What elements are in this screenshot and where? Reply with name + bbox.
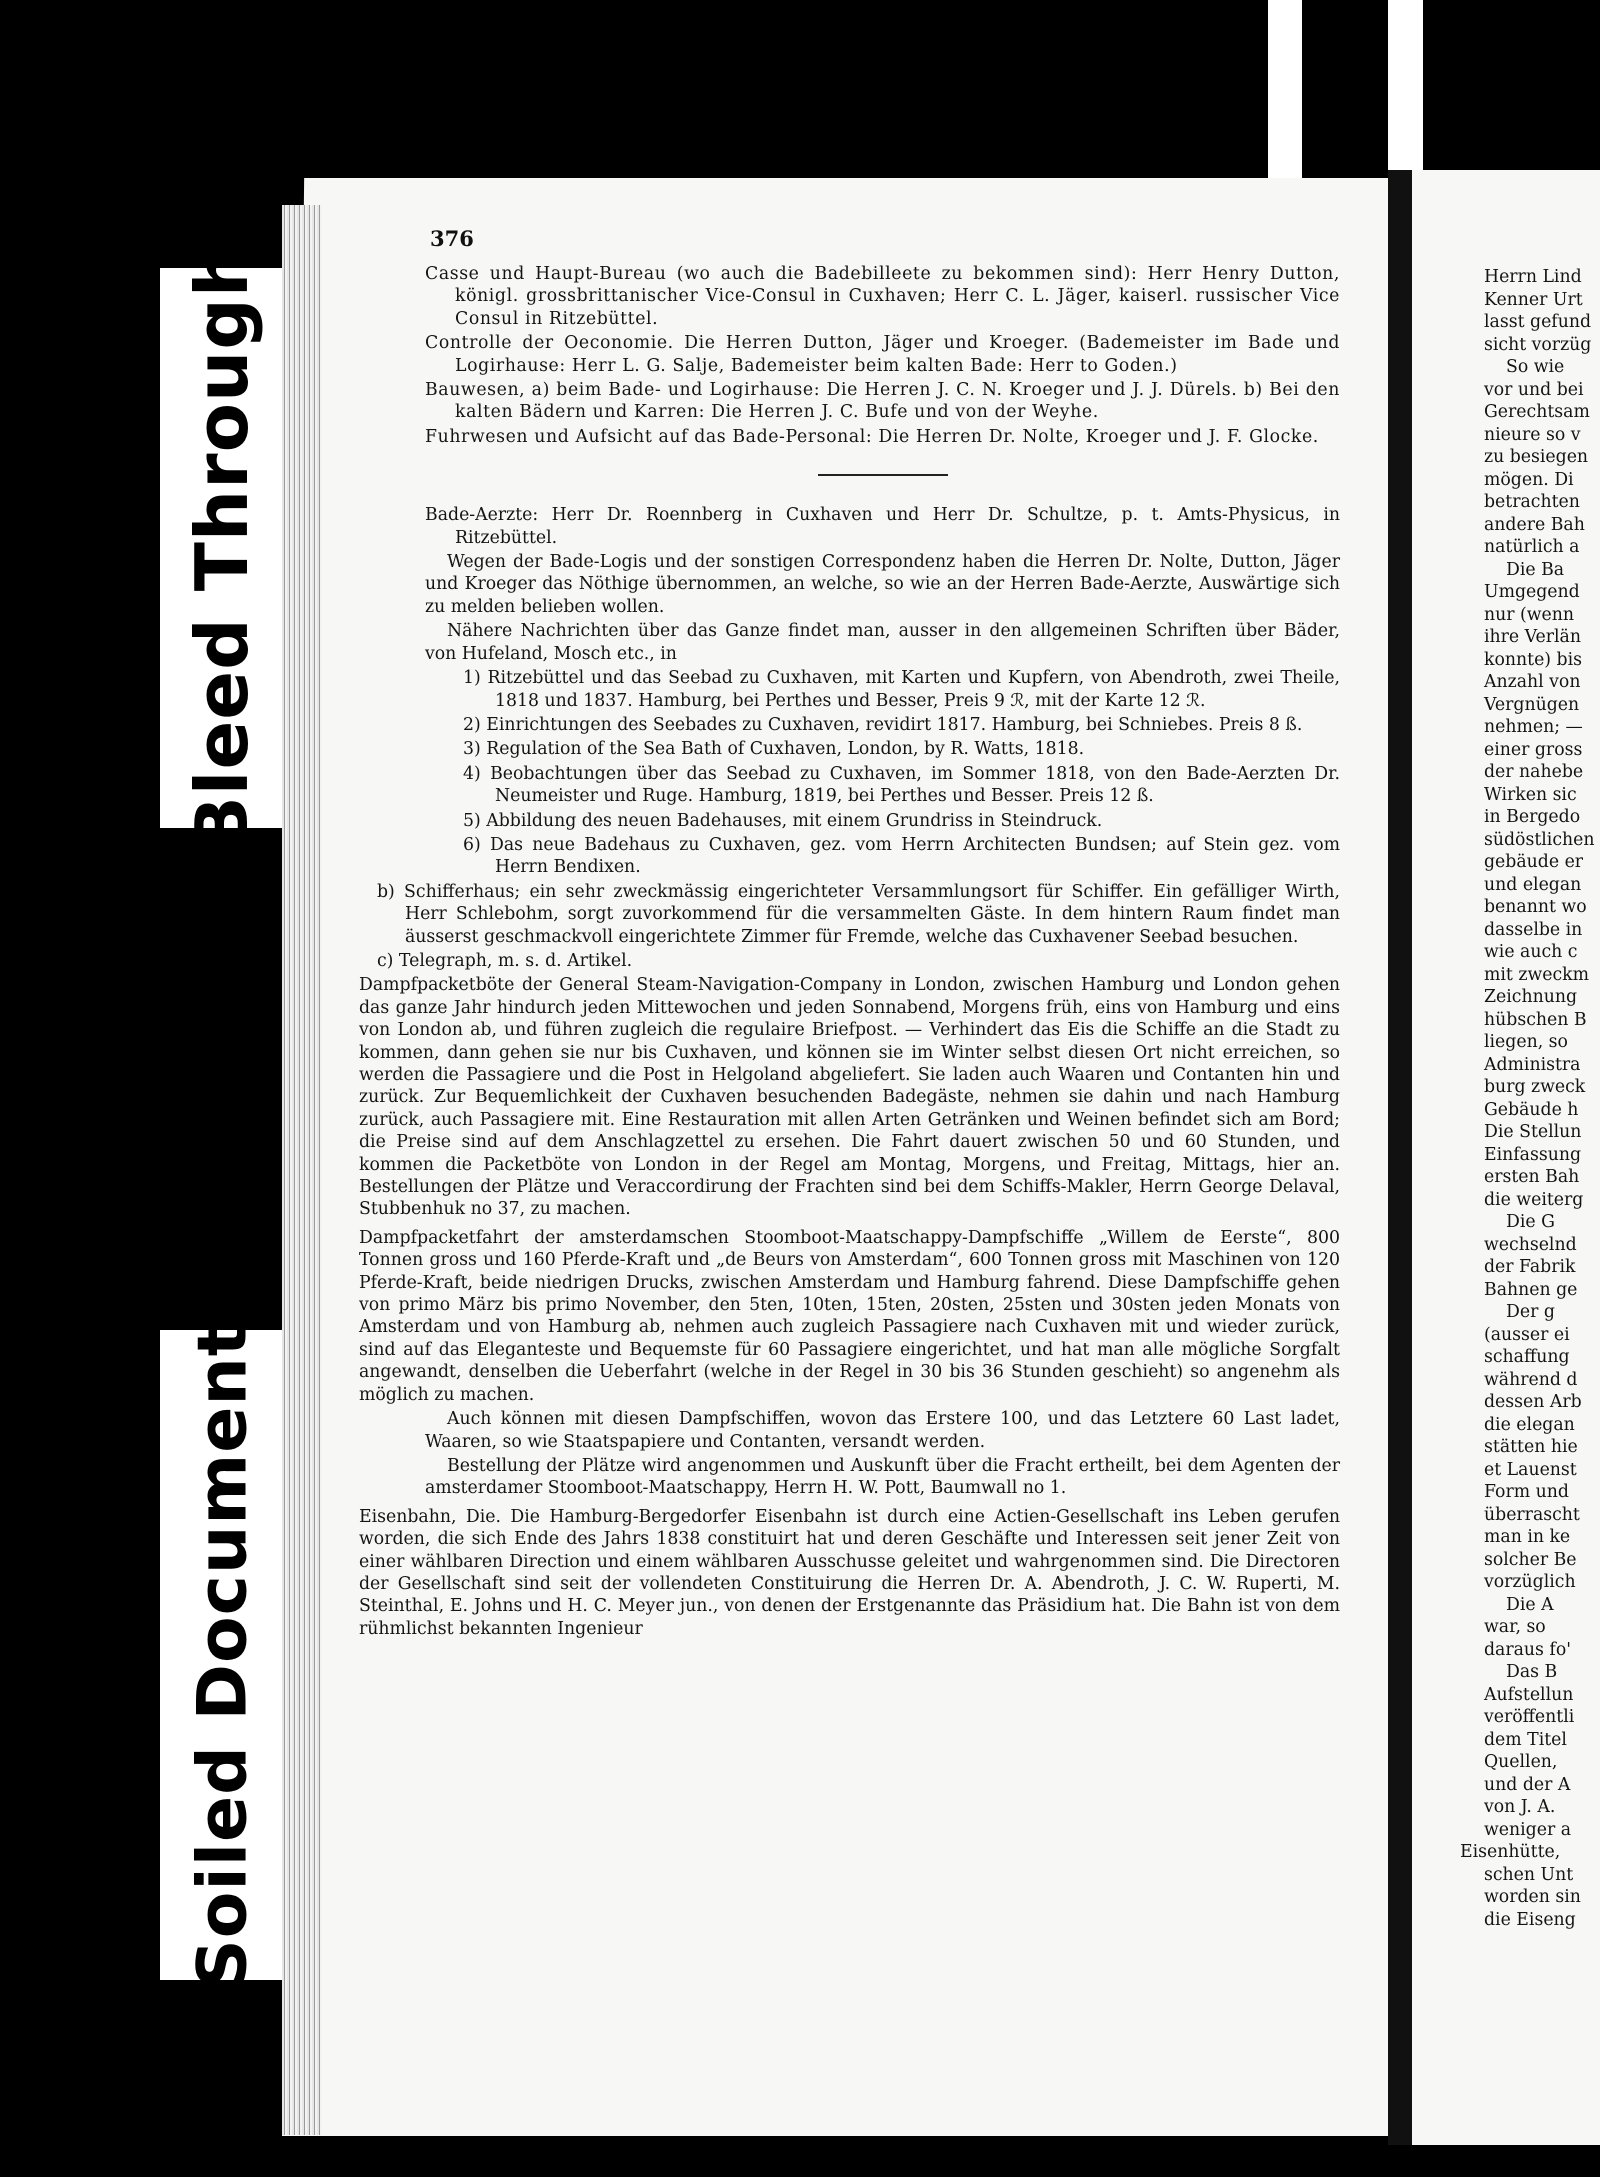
right-line: Quellen, [1484, 1752, 1558, 1772]
right-line: weniger a [1484, 1819, 1572, 1840]
right-line: Aufstellun [1484, 1684, 1574, 1705]
right-line: von J. A. [1484, 1797, 1556, 1817]
right-line: schaffung [1484, 1347, 1570, 1367]
right-line: stätten hie [1484, 1437, 1578, 1457]
right-line: konnte) bis [1484, 649, 1583, 670]
soiled-document-text: Soiled Document [183, 1322, 262, 1988]
right-line: dessen Arb [1484, 1392, 1582, 1412]
right-page-text [1460, 266, 1600, 1931]
right-line: andere Bah [1484, 514, 1585, 535]
paragraph-fuhrwesen: Fuhrwesen und Aufsicht auf das Bade-Personal: Die Herren Dr. Nolte, Kroeger und J. F. Glocke. [425, 426, 1319, 447]
right-line: Gebäude h [1484, 1099, 1579, 1120]
right-line: war, so [1484, 1617, 1546, 1637]
right-line: der nahebe [1484, 762, 1584, 782]
paragraph-nachrichten: Nähere Nachrichten über das Ganze findet man, ausser in den allgemeinen Schriften über Bäder, von Hufeland, Mosch etc., in [425, 621, 1340, 664]
paragraph-dampf-ladung: Auch können mit diesen Dampfschiffen, wovon das Erstere 100, und das Letztere 60 Last ladet, Waaren, so wie Staatspapiere und Contanten, versandt werden. [425, 1409, 1340, 1452]
source-item-6: 6) Das neue Badehaus zu Cuxhaven, gez. vom Herrn Architecten Bundsen; auf Stein gez. vom Herrn Bendixen. [463, 834, 1340, 878]
right-line: einer gross [1484, 739, 1583, 760]
right-line: burg zweck [1484, 1077, 1586, 1097]
bleed-through-text: Bleed Through [180, 244, 265, 852]
entry-dampfpacketfahrt: Dampfpacketfahrt der amsterdamschen Stoomboot-Maatschappy-Dampfschiffe „Willem de Eerste“, 800 Tonnen gross und 160 Pferde-Kraft und „de Beurs von Amsterdam“, 600 Tonnen gross mit Maschinen von 120 Pferde-Kraft, beide niedrigen Drucks, zwischen Amsterdam und Hamburg fahrend. Diese Dampfschiffe gehen von primo März bis primo November, den 5ten, 10ten, 15ten, 20sten, 25sten und 30sten jeden Monats von Amsterdam und von Hamburg ab, nehmen auch zugleich Passagiere nach Cuxhaven mit und wieder zurück, sind auf das Eleganteste und Bequemste für 60 Passagiere eingerichtet, und hat man alle mögliche Sorgfalt angewandt, denselben die Ueberfahrt (welche in der Regel in 30 bis 36 Stunden geschieht) so angenehm als möglich zu machen. [359, 1227, 1340, 1405]
right-line: liegen, so [1484, 1032, 1568, 1052]
right-line: ihre Verlän [1484, 627, 1581, 647]
right-line: dasselbe in [1484, 919, 1583, 940]
right-line: überrascht [1484, 1504, 1580, 1525]
right-line: gebäude er [1484, 852, 1584, 872]
right-line: (ausser ei [1484, 1324, 1570, 1345]
right-line: man in ke [1484, 1527, 1571, 1547]
paragraph-bauwesen: Bauwesen, a) beim Bade- und Logirhause: Die Herren J. C. N. Kroeger und J. J. Dürels. b) Bei den kalten Bädern und Karren: Die Herren J. C. Bufe und von der Weyhe. [425, 380, 1340, 423]
right-line: Administra [1484, 1054, 1581, 1075]
right-line: Einfassung [1484, 1144, 1582, 1165]
right-line: Gerechtsam [1484, 402, 1590, 422]
right-line: nehmen; — [1484, 717, 1583, 737]
right-line: veröffentli [1484, 1707, 1575, 1727]
page-edge-stack [282, 205, 322, 2135]
right-line: der Fabrik [1484, 1257, 1576, 1277]
source-item-2: 2) Einrichtungen des Seebades zu Cuxhaven, revidirt 1817. Hamburg, bei Schniebes. Preis 8 ß. [463, 714, 1303, 735]
right-line: die elegan [1484, 1414, 1575, 1435]
right-line: die Eiseng [1484, 1909, 1576, 1930]
paragraph-bade-aerzte: Bade-Aerzte: Herr Dr. Roennberg in Cuxhaven und Herr Dr. Schultze, p. t. Amts-Physicus, in Ritzebüttel. [425, 505, 1340, 548]
right-line: südöstlichen [1484, 829, 1595, 850]
right-line: sicht vorzüg [1484, 334, 1592, 355]
right-line: Die Stellun [1484, 1122, 1582, 1142]
right-line: worden sin [1484, 1887, 1581, 1907]
right-line: Zeichnung [1484, 987, 1578, 1007]
right-line: Anzahl von [1484, 672, 1581, 692]
right-line: und der A [1484, 1774, 1571, 1795]
right-line: natürlich a [1484, 537, 1580, 557]
right-line: Wirken sic [1484, 784, 1577, 805]
section-divider [818, 474, 948, 476]
entry-eisenbahn: Eisenbahn, Die. Die Hamburg-Bergedorfer Eisenbahn ist durch eine Actien-Gesellschaft ins Leben gerufen worden, die sich Ende des Jahrs 1838 constituirt hat und deren Geschäfte und Interessen seit jener Zeit von einer wählbaren Direction und einem wählbaren Ausschusse geleitet und wahrgenommen sind. Die Directoren der Gesellschaft sind seit der vollendeten Constituirung die Herren Dr. A. Abendroth, J. C. W. Ruperti, M. Steinthal, E. Johns und H. C. Meyer jun., von denen der Erstgenannte das Präsidium hat. Die Bahn ist von dem rühmlichst bekannten Ingenieur [359, 1506, 1340, 1639]
right-line: während d [1484, 1369, 1578, 1390]
right-line: wie auch c [1484, 942, 1578, 962]
right-line: solcher Be [1484, 1549, 1577, 1570]
right-line: nur (wenn [1484, 604, 1575, 625]
page-number: 376 [430, 226, 474, 251]
right-line: wechselnd [1484, 1234, 1577, 1255]
bleed-through-label [160, 244, 285, 852]
right-line: Die Ba [1506, 559, 1565, 580]
source-item-3: 3) Regulation of the Sea Bath of Cuxhaven, London, by R. Watts, 1818. [463, 739, 1085, 760]
right-line: daraus fo' [1484, 1639, 1571, 1660]
right-line: betrachten [1484, 492, 1580, 512]
right-line: Herrn Lind [1484, 267, 1582, 287]
paragraph-controlle: Controlle der Oeconomie. Die Herren Dutton, Jäger und Kroeger. (Bademeister im Bade und Logirhause: Herr L. G. Salje, Bademeister beim kalten Bade: Herr to Goden.) [425, 333, 1340, 376]
paragraph-bade-logis: Wegen der Bade-Logis und der sonstigen Correspondenz haben die Herren Dr. Nolte, Dutton, Jäger und Kroeger das Nöthige übernommen, an welche, so wie an der Herren Bade-Aerzte, Auswärtige sich zu melden belieben wollen. [425, 552, 1340, 617]
right-line: mögen. Di [1484, 469, 1574, 490]
right-line: und elegan [1484, 874, 1582, 895]
right-line: die weiterg [1484, 1189, 1584, 1210]
soiled-document-label [160, 1322, 285, 1988]
right-line: mit zweckm [1484, 964, 1590, 985]
source-item-1: 1) Ritzebüttel und das Seebad zu Cuxhaven, mit Karten und Kupfern, von Abendroth, zwei Theile, 1818 und 1837. Hamburg, bei Perthes und Besser, Preis 9 ℛ, mit der Karte 12 ℛ. [463, 668, 1340, 711]
entry-telegraph: c) Telegraph, m. s. d. Artikel. [377, 950, 633, 971]
paragraph-casse: Casse und Haupt-Bureau (wo auch die Badebilleete zu bekommen sind): Herr Henry Dutton, königl. grossbrittanischer Vice-Consul in Cuxhaven; Herr C. L. Jäger, kaiserl. russischer Vice Consul in Ritzebüttel. [425, 264, 1340, 329]
right-line: lasst gefund [1484, 312, 1592, 332]
right-line: Umgegend [1484, 582, 1580, 602]
source-item-4: 4) Beobachtungen über das Seebad zu Cuxhaven, im Sommer 1818, von den Bade-Aerzten Dr. Neumeister und Ruge. Hamburg, 1819, bei Perthes und Besser. Preis 12 ß. [463, 763, 1340, 807]
right-line: in Bergedo [1484, 807, 1581, 827]
right-line: et Lauenst [1484, 1459, 1577, 1480]
right-line: Form und [1484, 1482, 1569, 1502]
right-line: Kenner Urt [1484, 289, 1583, 310]
paragraph-dampf-bestellung: Bestellung der Plätze wird angenommen und Auskunft über die Fracht ertheilt, bei dem Agenten der amsterdamer Stoomboot-Maatschappy, Herrn H. W. Pott, Baumwall no 1. [425, 1455, 1340, 1499]
right-line: Eisenhütte, [1460, 1842, 1561, 1862]
right-line: Die A [1506, 1594, 1554, 1615]
entry-dampfpacketboete: Dampfpacketböte der General Steam-Navigation-Company in London, zwischen Hamburg und London gehen das ganze Jahr hindurch jeden Mittewochen und jeden Sonnabend, Morgens früh, eins von Hamburg und eins von London ab, und führen zugleich die regulaire Briefpost. — Verhindert das Eis die Schiffe an die Stadt zu kommen, dann gehen sie nur bis Cuxhaven, und können sie im Winter selbst diesen Ort nicht erreichen, so werden die Passagiere und die Post in Helgoland abgeliefert. Sie laden auch Waaren und Contanten hin und zurück. Zur Bequemlichkeit der Cuxhaven besuchenden Badegäste, nehmen sie dahin und nach Hamburg zurück, auch Passagiere mit. Eine Restauration mit allen Arten Getränken und Weinen befindet sich am Bord; die Preise sind auf dem Anschlagzettel zu ersehen. Die Fahrt dauert zwischen 50 und 60 Stunden, und kommen die Packetböte von London in der Regel am Montag, Morgens, und Freitag, Mittags, hier an. Bestellungen der Plätze und Veraccordirung der Frachten sind bei dem Schiffs-Makler, Herrn George Delaval, Stubbenhuk no 37, zu machen. [359, 975, 1340, 1220]
right-line: nieure so v [1484, 424, 1581, 445]
right-line: hübschen B [1484, 1009, 1587, 1030]
entry-schifferhaus: b) Schifferhaus; ein sehr zweckmässig eingerichteter Versammlungsort für Schiffer. Ein gefälliger Wirth, Herr Schlebohm, sorgt zuvorkommend für die versammelten Gäste. In dem hintern Raum findet man äusserst geschmackvoll eingerichtete Zimmer für Fremde, welche das Cuxhavener Seebad besuchen. [377, 881, 1340, 947]
right-line: So wie [1506, 357, 1565, 377]
bookmark-ribbon-left [1268, 0, 1302, 180]
right-line: zu besiegen [1484, 447, 1589, 467]
right-line: Das B [1506, 1662, 1558, 1682]
left-page-text [359, 263, 1340, 1642]
right-line: Vergnügen [1484, 694, 1580, 715]
right-line: Bahnen ge [1484, 1279, 1578, 1300]
right-line: benannt wo [1484, 897, 1587, 917]
source-item-5: 5) Abbildung des neuen Badehauses, mit einem Grundriss in Steindruck. [463, 810, 1103, 831]
right-line: ersten Bah [1484, 1167, 1580, 1187]
right-line: Die G [1506, 1212, 1555, 1232]
right-line: vor und bei [1484, 379, 1584, 400]
right-line: Der g [1506, 1302, 1555, 1322]
right-line: dem Titel [1484, 1729, 1567, 1750]
right-line: vorzüglich [1484, 1572, 1576, 1592]
right-line: schen Unt [1484, 1864, 1574, 1885]
bookmark-ribbon-right [1388, 0, 1423, 180]
